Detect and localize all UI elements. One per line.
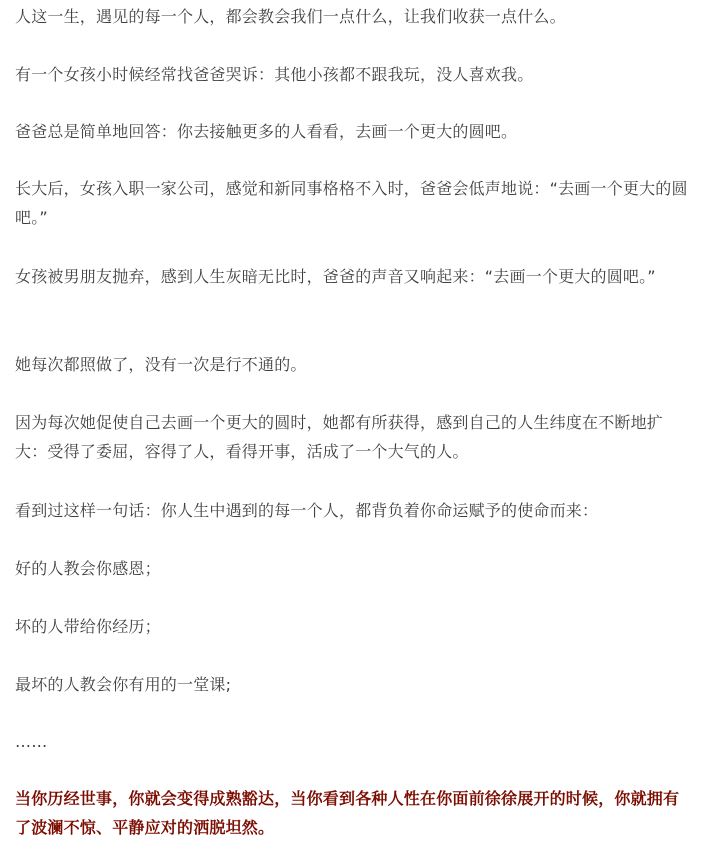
paragraph-3: 爸爸总是简单地回答：你去接触更多的人看看，去画一个更大的圆吧。 <box>15 122 518 141</box>
conclusion-paragraph: 当你历经世事，你就会变得成熟豁达，当你看到各种人性在你面前徐徐展开的时候，你就拥有了波澜不惊、平静应对的洒脱坦然。 <box>15 789 680 837</box>
paragraph-2: 有一个女孩小时候经常找爸爸哭诉：其他小孩都不跟我玩，没人喜欢我。 <box>15 65 534 84</box>
paragraph-8: 看到过这样一句话：你人生中遇到的每一个人，都背负着你命运赋予的使命而来： <box>15 501 599 520</box>
paragraph-6: 她每次都照做了，没有一次是行不通的。 <box>15 355 307 374</box>
paragraph-11: 最坏的人教会你有用的一堂课; <box>15 675 232 694</box>
paragraph-7: 因为每次她促使自己去画一个更大的圆时，她都有所获得，感到自己的人生纬度在不断地扩大：受得了委屈，容得了人，看得开事，活成了一个大气的人。 <box>15 413 664 461</box>
paragraph-4: 长大后，女孩入职一家公司，感觉和新同事格格不入时，爸爸会低声地说：“去画一个更大的圆吧。” <box>15 179 688 227</box>
paragraph-5: 女孩被男朋友抛弃，感到人生灰暗无比时，爸爸的声音又响起来：“去画一个更大的圆吧。” <box>15 267 656 286</box>
paragraph-1: 人这一生，遇见的每一个人，都会教会我们一点什么，让我们收获一点什么。 <box>15 7 566 26</box>
paragraph-9: 好的人教会你感恩； <box>15 559 161 578</box>
paragraph-ellipsis: …… <box>15 732 48 751</box>
paragraph-10: 坏的人带给你经历； <box>15 617 161 636</box>
